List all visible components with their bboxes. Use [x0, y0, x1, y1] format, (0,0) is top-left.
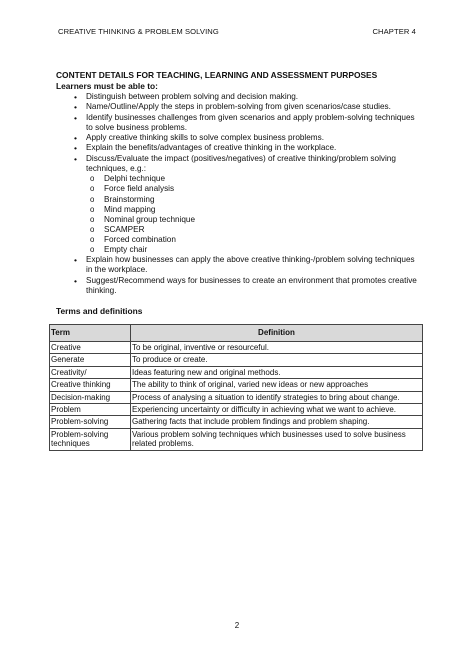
- table-row: [50, 428, 423, 450]
- list-item: • Name/Outline/Apply the steps in problem-solving from given scenarios/case studies.: [56, 102, 421, 112]
- term-cell: Problem: [50, 404, 131, 416]
- definition-cell: The ability to think of original, varied new ideas or new approaches: [131, 379, 423, 391]
- table-row: [50, 342, 423, 354]
- table-row: [50, 354, 423, 366]
- technique-item: o Mind mapping: [86, 205, 421, 215]
- learning-outcomes-list: [56, 92, 421, 296]
- table-row: [50, 391, 423, 403]
- definition-cell: Experiencing uncertainty or difficulty in achieving what we want to achieve.: [131, 404, 423, 416]
- term-cell: Creativity/: [50, 366, 131, 378]
- table-row: [50, 404, 423, 416]
- table-row: [50, 366, 423, 378]
- list-item: • Distinguish between problem solving and decision making.: [56, 92, 421, 102]
- content-details: [56, 70, 421, 296]
- table-header-row: [50, 325, 423, 342]
- term-cell: Problem-solving: [50, 416, 131, 428]
- definition-cell: Various problem solving techniques which businesses used to solve business related problems.: [131, 428, 423, 450]
- list-item: • Apply creative thinking skills to solve complex business problems.: [56, 133, 421, 143]
- learners-lead: Learners must be able to:: [56, 81, 158, 91]
- section-title: CONTENT DETAILS FOR TEACHING, LEARNING AND ASSESSMENT PURPOSES: [56, 70, 378, 80]
- page-header: [58, 27, 416, 36]
- technique-item: o SCAMPER: [86, 225, 421, 235]
- term-cell: Decision-making: [50, 391, 131, 403]
- technique-item: o Forced combination: [86, 235, 421, 245]
- terms-title: Terms and definitions: [56, 306, 143, 316]
- techniques-list: [86, 174, 421, 255]
- list-item: • Suggest/Recommend ways for businesses to create an environment that promotes creative thinking.: [56, 276, 421, 297]
- page-number: 2: [234, 621, 240, 630]
- list-item: • Identify businesses challenges from given scenarios and apply problem-solving techniques to solve business problems.: [56, 113, 421, 134]
- definition-cell: Ideas featuring new and original methods.: [131, 366, 423, 378]
- definition-cell: Process of analysing a situation to identify strategies to bring about change.: [131, 391, 423, 403]
- definition-cell: Gathering facts that include problem findings and problem shaping.: [131, 416, 423, 428]
- header-chapter: CHAPTER 4: [372, 27, 416, 36]
- header-title: CREATIVE THINKING & PROBLEM SOLVING: [58, 27, 219, 36]
- definition-cell: To produce or create.: [131, 354, 423, 366]
- list-item: • Explain the benefits/advantages of creative thinking in the workplace.: [56, 143, 421, 153]
- technique-item: o Force field analysis: [86, 184, 421, 194]
- terms-table: [49, 324, 423, 451]
- table-row: [50, 416, 423, 428]
- column-header-term: Term: [50, 325, 131, 342]
- term-cell: Generate: [50, 354, 131, 366]
- technique-item: o Empty chair: [86, 245, 421, 255]
- technique-item: o Nominal group technique: [86, 215, 421, 225]
- definition-cell: To be original, inventive or resourceful.: [131, 342, 423, 354]
- technique-item: o Brainstorming: [86, 195, 421, 205]
- term-cell: Problem-solving techniques: [50, 428, 131, 450]
- table-row: [50, 379, 423, 391]
- term-cell: Creative: [50, 342, 131, 354]
- technique-item: o Delphi technique: [86, 174, 421, 184]
- list-item: • Explain how businesses can apply the above creative thinking-/problem solving techniques in the workplace.: [56, 255, 421, 276]
- term-cell: Creative thinking: [50, 379, 131, 391]
- list-item: • Discuss/Evaluate the impact (positives/negatives) of creative thinking/problem solving techniques, e.g.: o Delphi technique o Force field analysis o Brainstorming o Mind mapping o Nominal group technique o SCAMPER o Forced combination o Empty chair: [56, 154, 421, 255]
- column-header-definition: Definition: [131, 325, 423, 342]
